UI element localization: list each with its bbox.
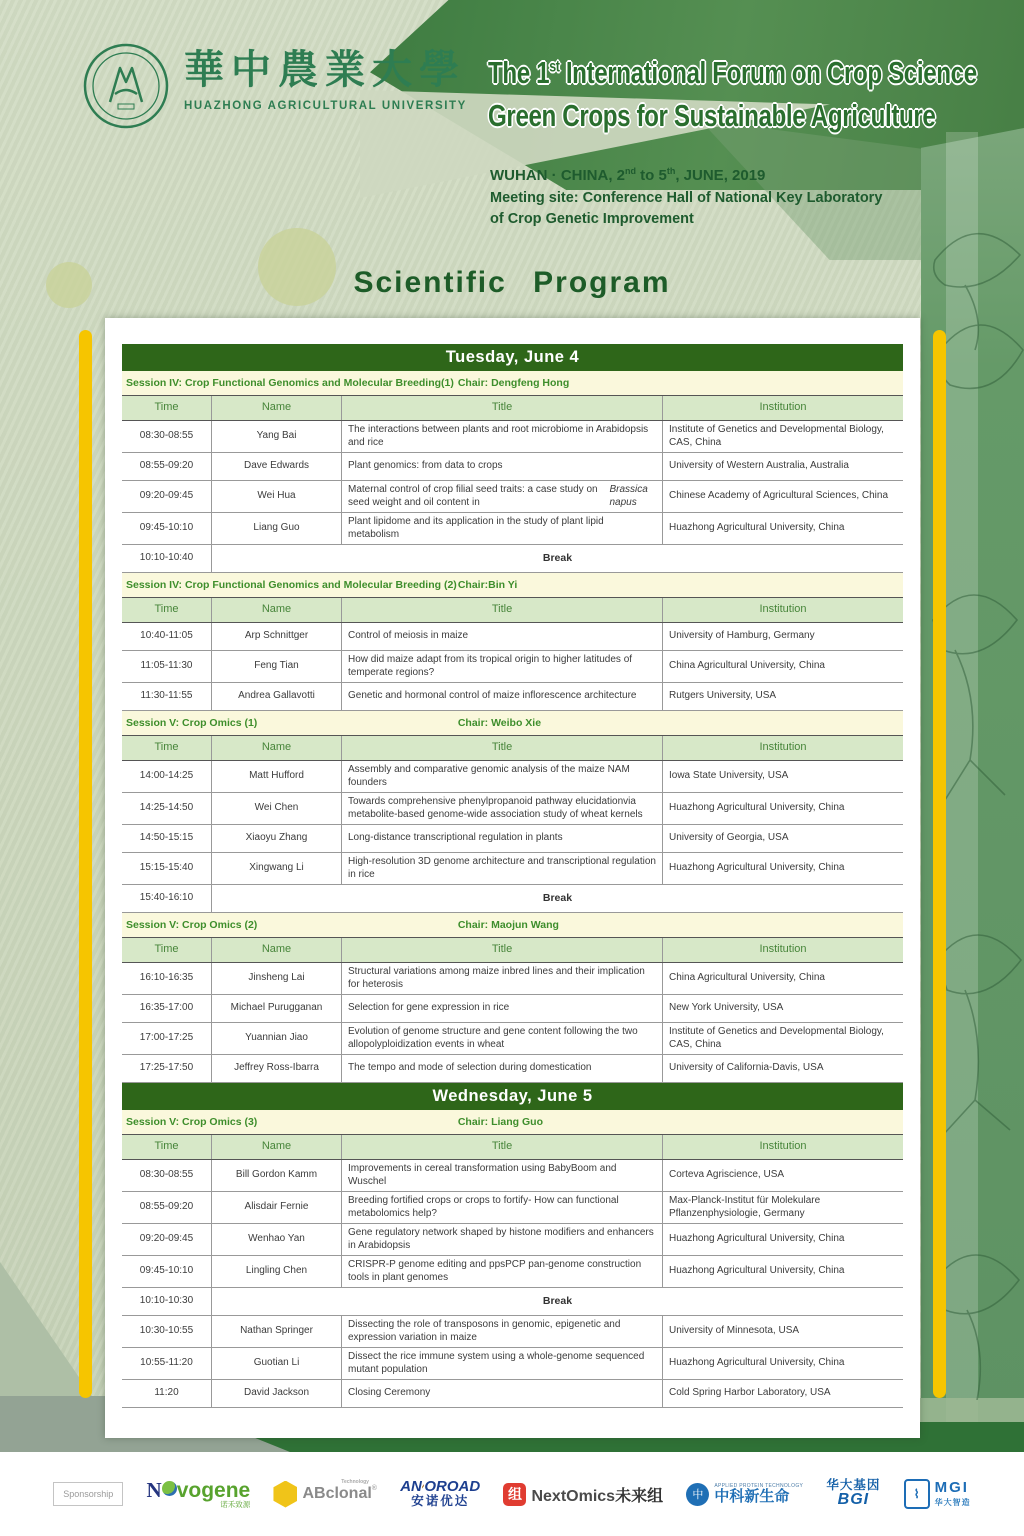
forum-title-line2: Green Crops for Sustainable Agriculture — [488, 97, 936, 133]
column-header: Time — [122, 396, 212, 420]
cell-name: Michael Purugganan — [212, 995, 342, 1022]
cell-title — [342, 623, 663, 650]
hexagon-icon — [273, 1481, 297, 1508]
session-bar — [122, 371, 903, 395]
cell-name: Matt Hufford — [212, 761, 342, 792]
day-banner: Wednesday, June 5 — [122, 1083, 903, 1110]
university-block — [82, 42, 467, 130]
cell-name: Andrea Gallavotti — [212, 683, 342, 710]
cell-time: 11:20 — [122, 1380, 212, 1407]
cell-institution: China Agricultural University, China — [669, 660, 825, 672]
cell-title — [342, 995, 663, 1022]
break-label: Break — [542, 551, 573, 564]
cell-institution: University of Minnesota, USA — [669, 1325, 800, 1337]
table-row — [122, 1256, 903, 1288]
cell-time: 17:25-17:50 — [122, 1055, 212, 1082]
talk-title-italic: Brassica napus — [609, 484, 648, 508]
university-seal-icon — [82, 42, 170, 130]
cell-title — [342, 1224, 663, 1255]
cell-institution: New York University, USA — [669, 1002, 784, 1014]
talk-title-text: Improvements in cereal transformation using BabyBoom and Wuschel — [348, 1163, 617, 1187]
meeting-site-line2: of Crop Genetic Improvement — [490, 211, 694, 227]
cell-time: 11:30-11:55 — [122, 683, 212, 710]
cell-time: 10:40-11:05 — [122, 623, 212, 650]
break-label: Break — [542, 891, 573, 904]
cell-institution: Huazhong Agricultural University, China — [669, 1233, 845, 1245]
talk-title-text: How did maize adapt from its tropical origin to higher latitudes of temperate regions? — [348, 654, 633, 678]
cell-time: 09:20-09:45 — [122, 481, 212, 512]
cell-institution: Huazhong Agricultural University, China — [669, 802, 845, 814]
cell-time: 09:45-10:10 — [122, 513, 212, 544]
cell-title — [342, 481, 663, 512]
cell-title — [342, 1348, 663, 1379]
sponsor-logo-aptbio — [686, 1483, 803, 1506]
cell-title — [342, 1316, 663, 1347]
cell-title — [342, 453, 663, 480]
cell-title — [342, 853, 663, 884]
cell-title — [342, 1023, 663, 1054]
cell-title — [342, 1380, 663, 1407]
cell-time: 16:10-16:35 — [122, 963, 212, 994]
column-header: Title — [342, 396, 663, 420]
session-chair: Chair: Weibo Xie — [457, 717, 542, 729]
aptbio-wordmark: APPLIED PROTEIN TECHNOLOGY 中科新生命 — [714, 1482, 804, 1505]
column-header-row — [122, 395, 903, 421]
cell-time: 17:00-17:25 — [122, 1023, 212, 1054]
cell-name: Xiaoyu Zhang — [212, 825, 342, 852]
session-chair: Chair: Liang Guo — [457, 1116, 543, 1128]
cell-title — [342, 421, 663, 452]
cell-institution: University of Hamburg, Germany — [669, 630, 815, 642]
sponsors-strip — [0, 1452, 1024, 1536]
cell-time: 10:10-10:40 — [122, 545, 212, 572]
talk-title-text: Assembly and comparative genomic analysis of the maize NAM founders — [348, 764, 630, 788]
cell-name: Dave Edwards — [212, 453, 342, 480]
cell-time: 10:10-10:30 — [122, 1288, 212, 1315]
abclonal-wordmark: ABclonal Technology ® — [302, 1479, 377, 1502]
column-header-row — [122, 1134, 903, 1160]
cell-institution: Chinese Academy of Agricultural Sciences, China — [669, 490, 889, 502]
cell-time: 08:55-09:20 — [122, 453, 212, 480]
session-bar — [122, 1110, 903, 1134]
university-name-en: HUAZHONG AGRICULTURAL UNIVERSITY — [184, 100, 467, 112]
apt-circle-icon: 中 — [686, 1483, 709, 1506]
cell-time: 14:50-15:15 — [122, 825, 212, 852]
column-header: Institution — [759, 741, 807, 754]
table-row — [122, 995, 903, 1023]
cell-name: David Jackson — [212, 1380, 342, 1407]
talk-title-text: Plant lipidome and its application in the study of plant lipid metabolism — [348, 516, 604, 540]
table-row — [122, 825, 903, 853]
cell-name: Feng Tian — [212, 651, 342, 682]
cell-time: 16:35-17:00 — [122, 995, 212, 1022]
column-header: Time — [122, 938, 212, 962]
talk-title-text: Closing Ceremony — [348, 1387, 431, 1399]
cell-institution: Corteva Agriscience, USA — [669, 1169, 785, 1181]
table-row — [122, 1380, 903, 1408]
bgi-wordmark: 华大基因 BGI — [826, 1478, 881, 1509]
cell-institution: Max-Planck-Institut für Molekulare Pflanzenphysiologie, Germany — [669, 1195, 821, 1219]
column-header: Institution — [759, 603, 807, 616]
talk-title-text: Towards comprehensive phenylpropanoid pathway elucidationvia metabolite-based genome-wide association study of wheat kernels — [348, 796, 643, 820]
cell-institution: Huazhong Agricultural University, China — [669, 862, 845, 874]
sponsor-logo-novogene — [147, 1478, 251, 1510]
university-name-cn: 華中農業大學 — [184, 47, 466, 92]
talk-title-text: Gene regulatory network shaped by histone modifiers and enhancers in Arabidopsis — [348, 1227, 654, 1251]
table-row — [122, 1023, 903, 1055]
cell-institution: Huazhong Agricultural University, China — [669, 522, 845, 534]
cell-name: Guotian Li — [212, 1348, 342, 1379]
cell-institution: Huazhong Agricultural University, China — [669, 1357, 845, 1369]
column-header: Institution — [759, 1140, 807, 1153]
table-row — [122, 853, 903, 885]
forum-title-line1: The 1st International Forum on Crop Science — [488, 55, 977, 90]
cell-name: Lingling Chen — [212, 1256, 342, 1287]
talk-title-text: CRISPR-P genome editing and ppsPCP pan-genome construction tools in plant genomes — [348, 1259, 642, 1283]
talk-title-text: Selection for gene expression in rice — [348, 1002, 510, 1014]
sponsor-logo-nextomics — [503, 1483, 663, 1506]
colored-slash-icon: ∕ — [421, 1477, 425, 1495]
column-header: Name — [212, 736, 342, 760]
column-header: Name — [212, 1135, 342, 1159]
session-bar — [122, 711, 903, 735]
table-row — [122, 623, 903, 651]
cell-time: 08:30-08:55 — [122, 421, 212, 452]
right-yellow-bar — [933, 330, 946, 1398]
talk-title-text: The tempo and mode of selection during domestication — [348, 1062, 592, 1074]
table-row — [122, 1055, 903, 1083]
cell-institution: University of California-Davis, USA — [669, 1062, 824, 1074]
bgi-cn: 华大基因 — [826, 1478, 881, 1493]
cell-title — [342, 1256, 663, 1287]
talk-title-text: Maternal control of crop filial seed traits: a case study on seed weight and oil content in — [348, 484, 598, 508]
table-row — [122, 421, 903, 453]
column-header-row — [122, 937, 903, 963]
table-row — [122, 963, 903, 995]
session-chair: Chair:Bin Yi — [457, 579, 518, 591]
session-title: Session V: Crop Omics (2) — [126, 919, 258, 931]
column-header: Name — [212, 396, 342, 420]
cell-time: 14:25-14:50 — [122, 793, 212, 824]
cell-time: 08:30-08:55 — [122, 1160, 212, 1191]
column-header-row — [122, 597, 903, 623]
cell-name: Arp Schnittger — [212, 623, 342, 650]
day-banner: Tuesday, June 4 — [122, 344, 903, 371]
cell-time: 15:15-15:40 — [122, 853, 212, 884]
column-header: Time — [122, 1135, 212, 1159]
column-header: Name — [212, 938, 342, 962]
column-header: Institution — [759, 943, 807, 956]
nextomics-wordmark: NextOmics未来组 — [531, 1487, 664, 1505]
table-row — [122, 1348, 903, 1380]
mgi-cn: 华大智造 — [934, 1498, 971, 1507]
cell-name: Liang Guo — [212, 513, 342, 544]
cell-institution: University of Western Australia, Australia — [669, 460, 849, 472]
cell-time: 09:20-09:45 — [122, 1224, 212, 1255]
break-row — [122, 885, 903, 913]
table-row — [122, 481, 903, 513]
table-row — [122, 683, 903, 711]
table-row — [122, 513, 903, 545]
cell-institution: Institute of Genetics and Developmental Biology, CAS, China — [669, 1026, 884, 1050]
table-row — [122, 1316, 903, 1348]
cell-institution: Iowa State University, USA — [669, 770, 789, 782]
column-header: Time — [122, 598, 212, 622]
cell-title — [342, 513, 663, 544]
cell-institution: China Agricultural University, China — [669, 972, 825, 984]
cell-time: 08:55-09:20 — [122, 1192, 212, 1223]
sponsor-logo-bgi — [826, 1479, 880, 1509]
cell-title — [342, 963, 663, 994]
cell-time: 15:40-16:10 — [122, 885, 212, 912]
column-header: Time — [122, 736, 212, 760]
program-card — [105, 318, 920, 1438]
cell-name: Yang Bai — [212, 421, 342, 452]
cell-name: Bill Gordon Kamm — [212, 1160, 342, 1191]
talk-title-text: Plant genomics: from data to crops — [348, 460, 503, 472]
table-row — [122, 761, 903, 793]
sponsor-logo-mgi — [904, 1479, 971, 1509]
cell-time: 10:30-10:55 — [122, 1316, 212, 1347]
mgi-dna-icon: ⌇ — [904, 1479, 930, 1509]
cell-time: 14:00-14:25 — [122, 761, 212, 792]
event-date: WUHAN · CHINA, 2nd to 5th, JUNE, 2019 — [490, 166, 766, 184]
break-row — [122, 545, 903, 573]
session-title: Session IV: Crop Functional Genomics and Molecular Breeding (2) — [126, 579, 457, 591]
cell-institution: Cold Spring Harbor Laboratory, USA — [669, 1387, 831, 1399]
talk-title-text: Evolution of genome structure and gene content following the two allopolyploidization events in wheat — [348, 1026, 638, 1050]
column-header: Title — [342, 598, 663, 622]
anoroad-cn: 安诺优达 — [411, 1494, 470, 1509]
cell-name: Xingwang Li — [212, 853, 342, 884]
cell-institution: Rutgers University, USA — [669, 690, 777, 702]
session-title: Session V: Crop Omics (3) — [126, 1116, 258, 1128]
zu-badge-icon: 组 — [503, 1483, 526, 1506]
cell-name: Nathan Springer — [212, 1316, 342, 1347]
sponsorship-label: Sponsorship — [53, 1482, 123, 1506]
talk-title-text: Dissect the rice immune system using a whole-genome sequenced mutant population — [348, 1351, 645, 1375]
cell-institution: Huazhong Agricultural University, China — [669, 1265, 845, 1277]
talk-title-text: Dissecting the role of transposons in genomic, epigenetic and expression variation in maize — [348, 1319, 621, 1343]
session-bar — [122, 913, 903, 937]
break-label: Break — [542, 1294, 573, 1307]
column-header: Name — [212, 598, 342, 622]
cell-institution: University of Georgia, USA — [669, 832, 789, 844]
column-header: Title — [342, 736, 663, 760]
talk-title-text: Structural variations among maize inbred lines and their implication for heterosis — [348, 966, 645, 990]
column-header: Title — [342, 1135, 663, 1159]
table-row — [122, 453, 903, 481]
table-row — [122, 1192, 903, 1224]
talk-title-text: High-resolution 3D genome architecture and transcriptional regulation in rice — [348, 856, 656, 880]
cell-name: Jinsheng Lai — [212, 963, 342, 994]
meeting-site-line1: Meeting site: Conference Hall of National Key Laboratory — [490, 190, 883, 206]
table-row — [122, 1224, 903, 1256]
page-title: Scientific Program — [353, 266, 671, 299]
cell-name: Wenhao Yan — [212, 1224, 342, 1255]
table-row — [122, 793, 903, 825]
column-header: Title — [342, 938, 663, 962]
cell-name: Alisdair Fernie — [212, 1192, 342, 1223]
globe-icon — [162, 1481, 177, 1496]
column-header-row — [122, 735, 903, 761]
session-chair: Chair: Dengfeng Hong — [457, 377, 570, 389]
cell-title — [342, 651, 663, 682]
talk-title-text: Breeding fortified crops or crops to fortify- How can functional metabolomics help? — [348, 1195, 619, 1219]
cell-title — [342, 1160, 663, 1191]
talk-title-text: Long-distance transcriptional regulation in plants — [348, 832, 563, 844]
cell-title — [342, 761, 663, 792]
anoroad-wordmark: AN∕OROAD 安诺优达 — [400, 1477, 481, 1509]
cell-title — [342, 793, 663, 824]
nextomics-cn: 未来组 — [615, 1487, 664, 1505]
cell-institution: Institute of Genetics and Developmental Biology, CAS, China — [669, 424, 884, 448]
cell-time: 09:45-10:10 — [122, 1256, 212, 1287]
table-row — [122, 651, 903, 683]
column-header: Institution — [759, 401, 807, 414]
cell-name: Wei Chen — [212, 793, 342, 824]
cell-name: Yuannian Jiao — [212, 1023, 342, 1054]
sponsor-logo-anoroad — [400, 1479, 480, 1509]
left-yellow-bar — [79, 330, 92, 1398]
talk-title-text: The interactions between plants and root microbiome in Arabidopsis and rice — [348, 424, 649, 448]
break-row — [122, 1288, 903, 1316]
cell-name: Wei Hua — [212, 481, 342, 512]
talk-title-text: Genetic and hormonal control of maize inflorescence architecture — [348, 690, 637, 702]
novogene-wordmark: N vogene 诺禾致源 — [146, 1478, 251, 1509]
cell-title — [342, 825, 663, 852]
novogene-cn: 诺禾致源 — [220, 1500, 251, 1509]
cell-title — [342, 1055, 663, 1082]
mgi-wordmark: MGI 华大智造 — [934, 1479, 971, 1507]
forum-title — [488, 52, 1018, 138]
table-row — [122, 1160, 903, 1192]
sponsor-logo-abclonal — [273, 1481, 377, 1508]
session-title: Session V: Crop Omics (1) — [126, 717, 258, 729]
cell-title — [342, 1192, 663, 1223]
session-bar — [122, 573, 903, 597]
session-chair: Chair: Maojun Wang — [457, 919, 559, 931]
cell-time: 10:55-11:20 — [122, 1348, 212, 1379]
cell-time: 11:05-11:30 — [122, 651, 212, 682]
session-title: Session IV: Crop Functional Genomics and Molecular Breeding(1) — [126, 377, 454, 389]
talk-title-text: Control of meiosis in maize — [348, 630, 469, 642]
cell-name: Jeffrey Ross-Ibarra — [212, 1055, 342, 1082]
cell-title — [342, 683, 663, 710]
